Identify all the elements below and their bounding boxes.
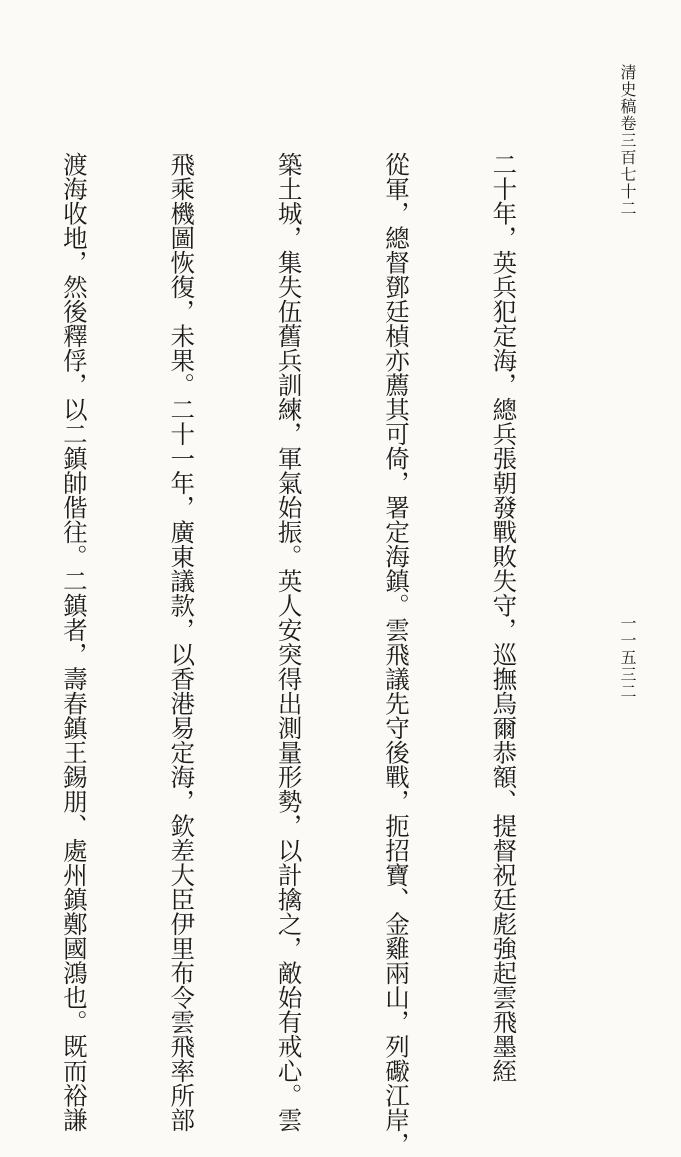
text-column: 渡海收地，然後釋俘，以二鎮帥偕往。二鎮者，壽春鎮王錫朋、處州鎮鄭國鴻也。既而裕謙 (59, 152, 89, 1132)
page-number: 一一五三二 (618, 615, 637, 700)
body-text (0, 152, 593, 1157)
text-column: 飛乘機圖恢復，未果。二十一年，廣東議款，以香港易定海，欽差大臣伊里布令雲飛率所部 (167, 152, 197, 1132)
text-column: 二十年，英兵犯定海，總兵張朝發戰敗失守，巡撫烏爾恭額、提督祝廷彪強起雲飛墨絰 (489, 152, 519, 1083)
book-title: 清史稿卷三百七十二 (618, 64, 637, 217)
text-column: 築土城，集失伍舊兵訓練，軍氣始振。英人安突得出測量形勢，以計擒之，敵始有戒心。雲 (274, 152, 304, 1132)
text-column: 從軍，總督鄧廷楨亦薦其可倚，署定海鎮。雲飛議先守後戰，扼招寶、金雞兩山，列礮江岸， (382, 152, 412, 1157)
